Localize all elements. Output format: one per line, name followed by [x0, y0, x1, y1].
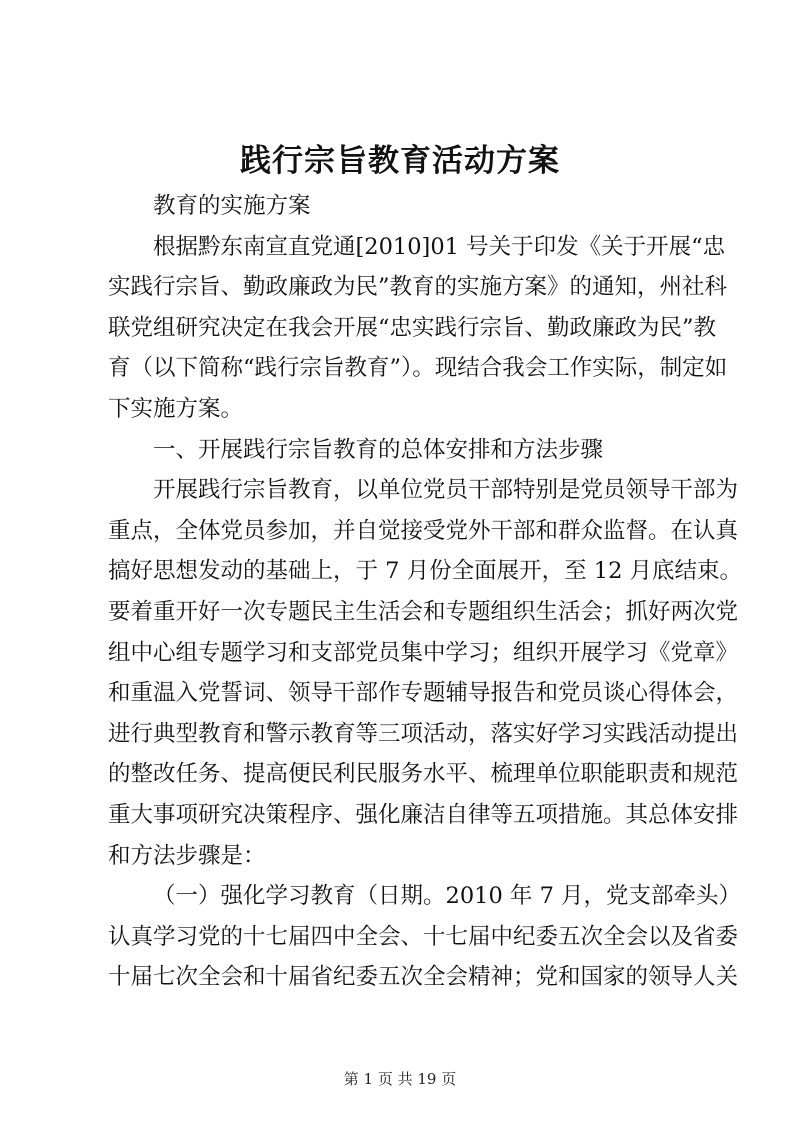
document-title: 践行宗旨教育活动方案 [240, 143, 560, 179]
body-line: 组中心组专题学习和支部党员集中学习；组织开展学习《党章》 [108, 639, 739, 666]
body-line: 下实施方案。 [108, 395, 244, 422]
body-line: 和方法步骤是： [108, 842, 266, 869]
body-line: 一、开展践行宗旨教育的总体安排和方法步骤 [153, 436, 604, 463]
body-line: 和重温入党誓词、领导干部作专题辅导报告和党员谈心得体会， [108, 680, 739, 707]
body-line: 的整改任务、提高便民利民服务水平、梳理单位职能职责和规范 [108, 761, 739, 788]
body-line: 重点，全体党员参加，并自觉接受党外干部和群众监督。在认真 [108, 517, 739, 544]
body-line: 要着重开好一次专题民主生活会和专题组织生活会；抓好两次党 [108, 598, 739, 625]
body-line: 进行典型教育和警示教育等三项活动，落实好学习实践活动提出 [108, 720, 739, 747]
body-line: 根据黔东南宣直党通[2010]01 号关于印发《关于开展“忠 [153, 233, 726, 260]
body-line: 实践行宗旨、勤政廉政为民”教育的实施方案》的通知，州社科 [108, 274, 728, 301]
body-line: （一）强化学习教育（日期。2010 年 7 月，党支部牵头） [153, 883, 742, 910]
body-line: 认真学习党的十七届四中全会、十七届中纪委五次全会以及省委 [108, 923, 739, 950]
body-line: 教育的实施方案 [153, 193, 311, 219]
body-line: 育（以下简称“践行宗旨教育”）。现结合我会工作实际，制定如 [108, 355, 728, 382]
page-footer: 第 1 页 共 19 页 [343, 1070, 457, 1088]
body-line: 开展践行宗旨教育，以单位党员干部特别是党员领导干部为 [153, 477, 739, 504]
body-line: 搞好思想发动的基础上，于 7 月份全面展开，至 12 月底结束。 [108, 558, 743, 585]
document-body [108, 186, 743, 998]
body-line: 联党组研究决定在我会开展“忠实践行宗旨、勤政廉政为民”教 [108, 314, 717, 341]
body-line: 十届七次全会和十届省纪委五次全会精神；党和国家的领导人关 [108, 964, 739, 991]
body-line: 重大事项研究决策程序、强化廉洁自律等五项措施。其总体安排 [108, 801, 739, 828]
